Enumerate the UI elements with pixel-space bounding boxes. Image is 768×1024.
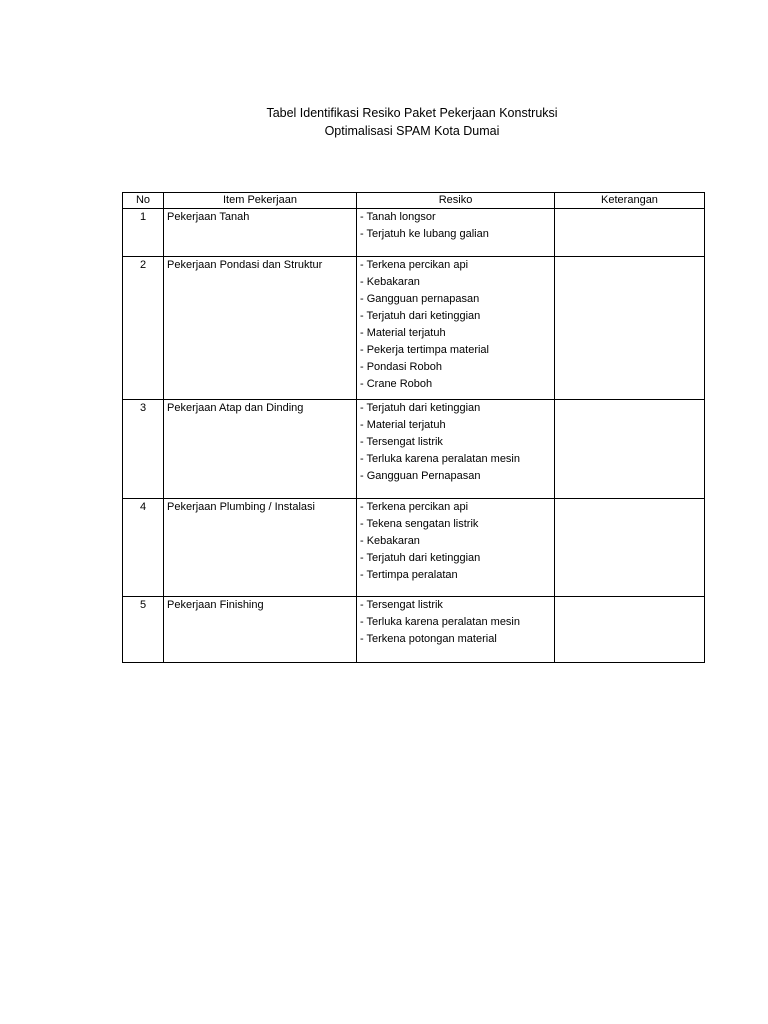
resiko-item: - Kebakaran	[360, 276, 420, 288]
resiko-item: - Crane Roboh	[360, 378, 433, 390]
resiko-item: - Terkena percikan api	[360, 259, 469, 271]
risk-table	[122, 192, 705, 663]
cell-resiko	[357, 400, 555, 499]
resiko-item: - Tersengat listrik	[360, 599, 443, 611]
resiko-item: - Gangguan Pernapasan	[360, 470, 481, 482]
header-item: Item Pekerjaan	[164, 193, 357, 209]
cell-resiko	[357, 499, 555, 597]
resiko-item: - Terjatuh dari ketinggian	[360, 310, 481, 322]
table-row	[123, 209, 705, 257]
cell-resiko	[357, 209, 555, 257]
title-line-1: Tabel Identifikasi Resiko Paket Pekerjaan Konstruksi	[266, 106, 558, 120]
header-resiko: Resiko	[357, 193, 555, 209]
resiko-item: - Terkena percikan api	[360, 501, 469, 513]
resiko-item: - Terluka karena peralatan mesin	[360, 453, 520, 465]
resiko-item: - Kebakaran	[360, 535, 420, 547]
resiko-item: - Tekena sengatan listrik	[360, 518, 479, 530]
header-keterangan: Keterangan	[555, 193, 705, 209]
cell-item: Pekerjaan Plumbing / Instalasi	[164, 499, 357, 597]
cell-no: 1	[123, 209, 164, 257]
resiko-item: - Material terjatuh	[360, 419, 446, 431]
table-row	[123, 400, 705, 499]
resiko-item: - Terjatuh dari ketinggian	[360, 402, 481, 414]
resiko-item: - Pekerja tertimpa material	[360, 344, 489, 356]
cell-keterangan	[555, 209, 705, 257]
cell-no: 3	[123, 400, 164, 499]
resiko-item: - Terjatuh dari ketinggian	[360, 552, 481, 564]
cell-no: 4	[123, 499, 164, 597]
document-title	[0, 104, 768, 140]
resiko-item: - Terjatuh ke lubang galian	[360, 228, 489, 240]
cell-keterangan	[555, 499, 705, 597]
cell-item: Pekerjaan Tanah	[164, 209, 357, 257]
resiko-item: - Tertimpa peralatan	[360, 569, 458, 581]
cell-resiko	[357, 257, 555, 400]
resiko-item: - Tanah longsor	[360, 211, 436, 223]
cell-no: 2	[123, 257, 164, 400]
resiko-item: - Material terjatuh	[360, 327, 446, 339]
cell-keterangan	[555, 257, 705, 400]
cell-no: 5	[123, 597, 164, 663]
cell-item: Pekerjaan Pondasi dan Struktur	[164, 257, 357, 400]
cell-resiko	[357, 597, 555, 663]
resiko-item: - Pondasi Roboh	[360, 361, 442, 373]
resiko-item: - Terkena potongan material	[360, 633, 497, 645]
cell-keterangan	[555, 400, 705, 499]
resiko-item: - Terluka karena peralatan mesin	[360, 616, 520, 628]
table-header-row	[123, 193, 705, 209]
cell-item: Pekerjaan Atap dan Dinding	[164, 400, 357, 499]
table-row	[123, 257, 705, 400]
table-row	[123, 597, 705, 663]
cell-keterangan	[555, 597, 705, 663]
table-row	[123, 499, 705, 597]
title-line-2: Optimalisasi SPAM Kota Dumai	[324, 124, 500, 138]
cell-item: Pekerjaan Finishing	[164, 597, 357, 663]
header-no: No	[123, 193, 164, 209]
resiko-item: - Gangguan pernapasan	[360, 293, 480, 305]
resiko-item: - Tersengat listrik	[360, 436, 443, 448]
